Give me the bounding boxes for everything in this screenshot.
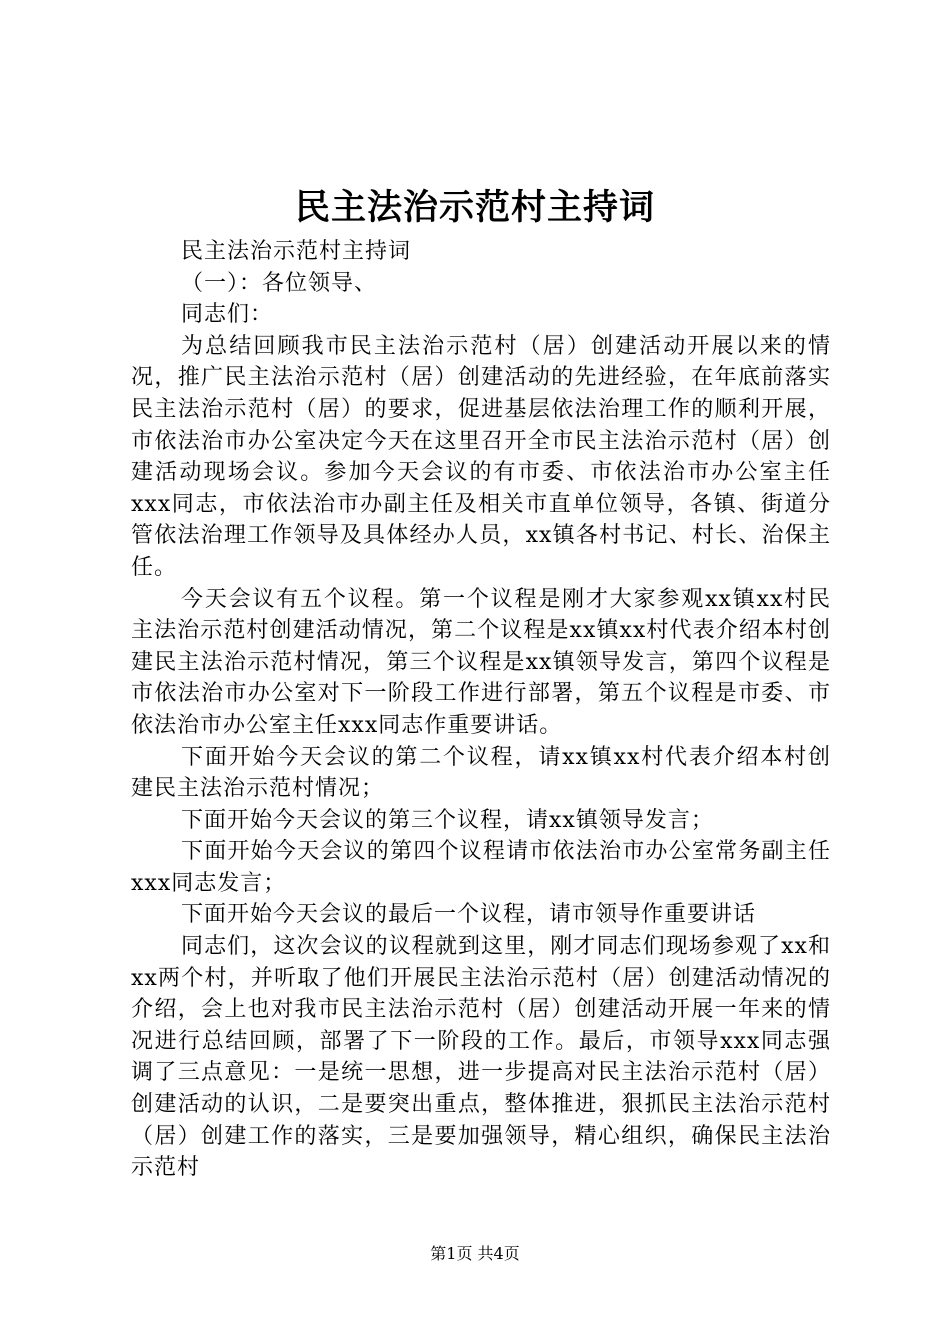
paragraph-closing: 同志们，这次会议的议程就到这里，刚才同志们现场参观了xx和xx两个村，并听取了他们开展民主法治示范村（居）创建活动情况的介绍，会上也对我市民主法治示范村（居）创建活动开展一年来的情况进行总结回顾，部署了下一阶段的工作。最后，市领导xxx同志强调了三点意见：一是统一思想，进一步提高对民主法治示范村（居）创建活动的认识，二是要突出重点，整体推进，狠抓民主法治示范村（居）创建工作的落实，三是要加强领导，精心组织，确保民主法治示范村 — [131, 934, 831, 1181]
paragraph-agenda-item-4: 下面开始今天会议的第四个议程请市依法治市办公室常务副主任xxx同志发言； — [131, 839, 831, 896]
paragraph-agenda-item-3: 下面开始今天会议的第三个议程，请xx镇领导发言； — [181, 807, 714, 833]
document-body — [131, 236, 831, 1184]
paragraph-salutation-2: 同志们： — [181, 302, 274, 328]
page-footer: 第1页 共4页 — [430, 1244, 520, 1263]
paragraph-agenda-item-5: 下面开始今天会议的最后一个议程，请市领导作重要讲话 — [181, 902, 757, 928]
paragraph-subtitle: 民主法治示范村主持词 — [181, 239, 412, 264]
document-title: 民主法治示范村主持词 — [294, 188, 655, 228]
paragraph-salutation-1: （一）：各位领导、 — [181, 270, 378, 296]
paragraph-agenda-item-2: 下面开始今天会议的第二个议程，请xx镇xx村代表介绍本村创建民主法治示范村情况； — [131, 744, 831, 802]
paragraph-opening: 为总结回顾我市民主法治示范村（居）创建活动开展以来的情况，推广民主法治示范村（居）创建活动的先进经验，在年底前落实民主法治示范村（居）的要求，促进基层依法治理工作的顺利开展，市依法治市办公室决定今天在这里召开全市民主法治示范村（居）创建活动现场会议。参加今天会议的有市委、市依法治市办公室主任xxx同志，市依法治市办副主任及相关市直单位领导，各镇、街道分管依法治理工作领导及具体经办人员，xx镇各村书记、村长、治保主任。 — [131, 333, 831, 580]
paragraph-agenda: 今天会议有五个议程。第一个议程是刚才大家参观xx镇xx村民主法治示范村创建活动情况，第二个议程是xx镇xx村代表介绍本村创建民主法治示范村情况，第三个议程是xx镇领导发言，第四个议程是市依法治市办公室对下一阶段工作进行部署，第五个议程是市委、市依法治市办公室主任xxx同志作重要讲话。 — [131, 586, 831, 738]
